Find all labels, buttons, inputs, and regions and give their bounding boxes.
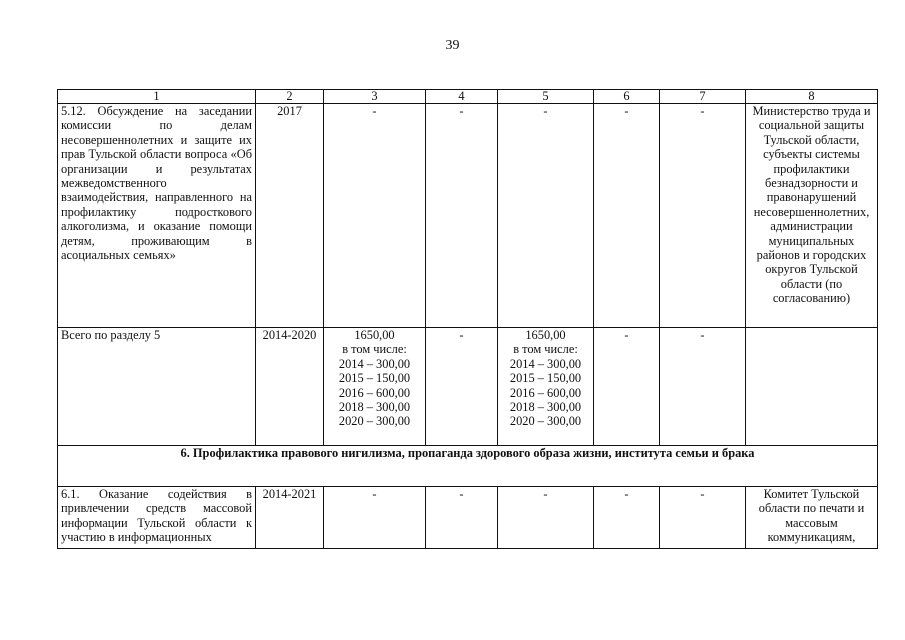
column-header: 2 bbox=[256, 90, 324, 104]
value-cell: - bbox=[660, 487, 746, 549]
funding-line: 2016 – 600,00 bbox=[509, 385, 582, 400]
funding-line: 2018 – 300,00 bbox=[338, 400, 411, 415]
funding-breakdown bbox=[498, 328, 594, 446]
value-cell: - bbox=[660, 104, 746, 328]
program-table bbox=[57, 89, 878, 549]
value-cell: - bbox=[426, 104, 498, 328]
funding-line: 2020 – 300,00 bbox=[509, 414, 582, 429]
value-cell: - bbox=[324, 104, 426, 328]
column-header: 6 bbox=[594, 90, 660, 104]
value-cell: - bbox=[324, 487, 426, 549]
period-cell: 2014-2020 bbox=[256, 328, 324, 446]
value-cell: - bbox=[594, 104, 660, 328]
value-cell: - bbox=[426, 328, 498, 446]
activity-description: 6.1. Оказание содействия в привлечении средств массовой информации Тульской области к участию в информационных bbox=[58, 487, 256, 549]
activity-description: 5.12. Обсуждение на заседании комиссии по делам несовершеннолетних и защите их прав Тульской области вопроса «Об организации и результатах межведомственного взаимодействия, направленного на профилактику подросткового алкоголизма, и оказание помощи детям, проживающим в асоциальных семьях» bbox=[58, 104, 256, 328]
funding-line: 1650,00 bbox=[525, 328, 566, 342]
column-header: 5 bbox=[498, 90, 594, 104]
section-heading-row bbox=[58, 446, 878, 487]
period-cell: 2017 bbox=[256, 104, 324, 328]
value-cell: - bbox=[498, 104, 594, 328]
column-header: 7 bbox=[660, 90, 746, 104]
funding-line: 2018 – 300,00 bbox=[509, 400, 582, 415]
value-cell: - bbox=[426, 487, 498, 549]
funding-line: 2014 – 300,00 bbox=[509, 356, 582, 371]
funding-breakdown bbox=[324, 328, 426, 446]
column-header: 3 bbox=[324, 90, 426, 104]
responsible-executors: Комитет Тульской области по печати и массовым коммуникациям, bbox=[746, 487, 878, 549]
total-label: Всего по разделу 5 bbox=[58, 328, 256, 446]
page-number: 39 bbox=[445, 38, 460, 53]
funding-line: 2020 – 300,00 bbox=[338, 414, 411, 429]
column-header-row bbox=[58, 90, 878, 104]
funding-line: 2016 – 600,00 bbox=[338, 385, 411, 400]
funding-line: 1650,00 bbox=[354, 328, 395, 342]
section-title: 6. Профилактика правового нигилизма, пропаганда здорового образа жизни, института семьи и брака bbox=[58, 446, 878, 487]
value-cell: - bbox=[594, 487, 660, 549]
responsible-executors: Министерство труда и социальной защиты Тульской области, субъекты системы профилактики безнадзорности и правонарушений несовершеннолетних, администрации муниципальных районов и городских округов Тульской области (по согласованию) bbox=[746, 104, 878, 328]
period-cell: 2014-2021 bbox=[256, 487, 324, 549]
table-row-total bbox=[58, 328, 878, 446]
responsible-executors bbox=[746, 328, 878, 446]
value-cell: - bbox=[660, 328, 746, 446]
table-row bbox=[58, 104, 878, 328]
value-cell: - bbox=[594, 328, 660, 446]
column-header: 8 bbox=[746, 90, 878, 104]
funding-line: в том числе: bbox=[342, 342, 407, 357]
funding-line: 2015 – 150,00 bbox=[338, 371, 411, 386]
value-cell: - bbox=[498, 487, 594, 549]
column-header: 4 bbox=[426, 90, 498, 104]
column-header: 1 bbox=[58, 90, 256, 104]
funding-line: 2015 – 150,00 bbox=[509, 371, 582, 386]
funding-line: 2014 – 300,00 bbox=[338, 356, 411, 371]
funding-line: в том числе: bbox=[513, 342, 578, 357]
table-row bbox=[58, 487, 878, 549]
